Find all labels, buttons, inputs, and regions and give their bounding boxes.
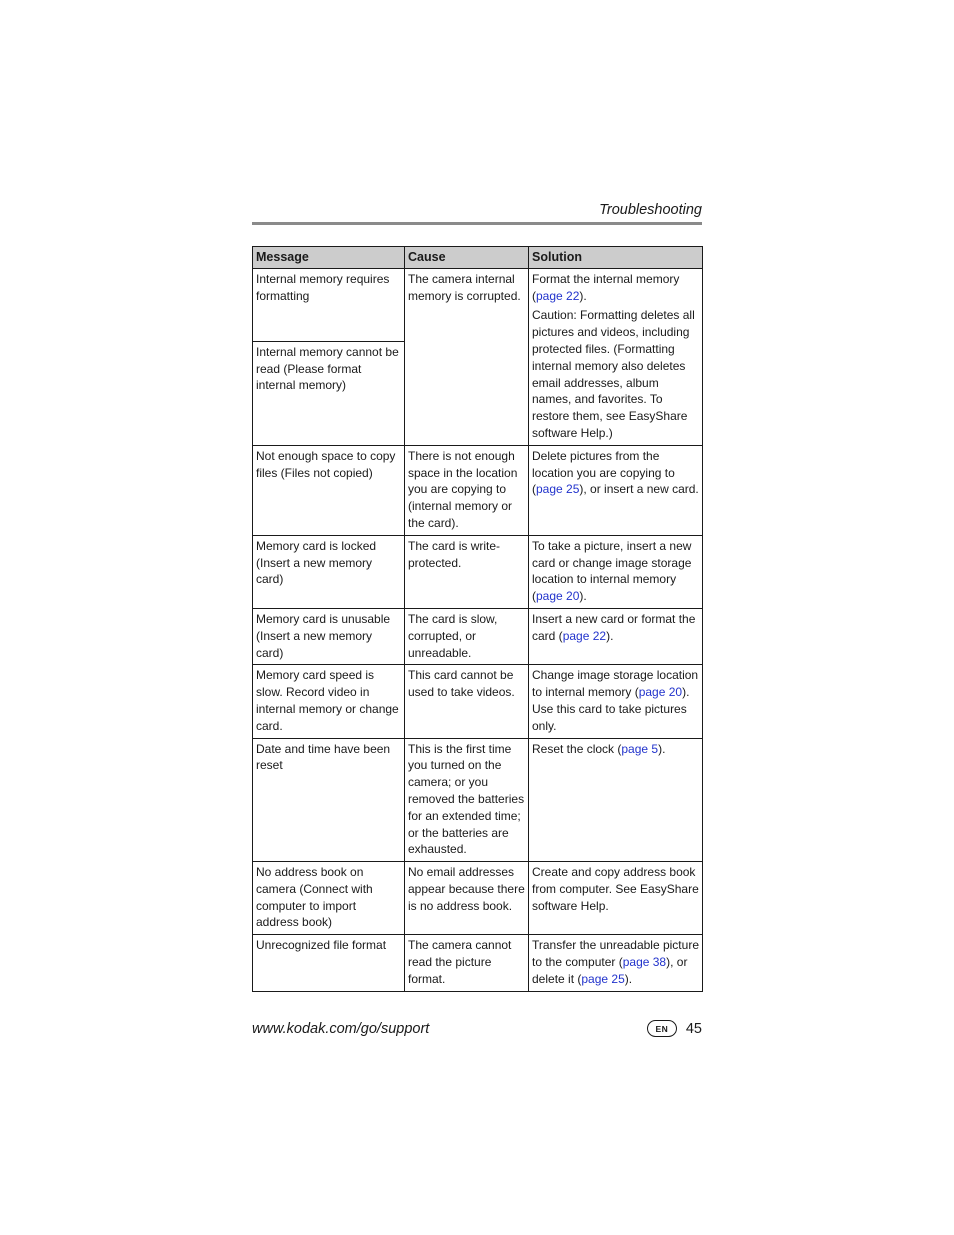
cause-cell: The camera internal memory is corrupted. [405, 268, 529, 445]
message-cell: Not enough space to copy files (Files not copied) [253, 445, 405, 535]
solution-cell [529, 445, 703, 535]
troubleshooting-table [252, 246, 703, 992]
table-row [253, 535, 703, 608]
solution-text [532, 667, 700, 734]
cause-cell: The camera cannot read the picture format. [405, 935, 529, 991]
solution-cell [529, 665, 703, 738]
page-reference-link[interactable]: page 20 [536, 589, 580, 604]
table-row [253, 935, 703, 991]
solution-text-segment: ). [579, 589, 587, 604]
solution-text-segment: ), or delete it ( [532, 955, 688, 986]
solution-text-segment: ). [579, 288, 587, 303]
cause-cell: This is the first time you turned on the camera; or you removed the batteries for an extended time; or the batteries are exhausted. [405, 738, 529, 862]
solution-text [532, 271, 700, 305]
table-row [253, 445, 703, 535]
solution-text-segment: Insert a new card or format the card ( [532, 611, 696, 643]
solution-text [532, 937, 700, 987]
message-cell: Date and time have been reset [253, 738, 405, 862]
solution-text-segment: ). [624, 971, 633, 986]
solution-text [532, 611, 700, 645]
section-title: Troubleshooting [599, 202, 702, 218]
footer-page-info [647, 1020, 702, 1037]
solution-text-segment: Delete pictures from the location you are copying to ( [532, 448, 675, 497]
page-reference-link[interactable]: page 20 [638, 685, 683, 700]
solution-cell [529, 738, 703, 862]
cause-cell: This card cannot be used to take videos. [405, 665, 529, 738]
table-row [253, 738, 703, 862]
solution-cell [529, 268, 703, 445]
table-row [253, 665, 703, 738]
support-url[interactable]: www.kodak.com/go/support [252, 1021, 430, 1037]
solution-text-segment: To take a picture, insert a new card or change image storage location to internal memory ( [532, 538, 692, 604]
table-row [253, 862, 703, 935]
column-header-message: Message [253, 247, 405, 269]
page-reference-link[interactable]: page 25 [581, 971, 625, 986]
solution-cell [529, 608, 703, 664]
solution-text [532, 864, 700, 914]
header-rule [252, 222, 702, 225]
cause-cell: The card is write-protected. [405, 535, 529, 608]
solution-text [532, 538, 700, 605]
solution-text-segment: Create and copy address book from computer. See EasyShare software Help. [532, 865, 699, 913]
solution-text-segment: Reset the clock ( [532, 741, 622, 756]
page-reference-link[interactable]: page 25 [536, 482, 580, 497]
solution-text-segment: Transfer the unreadable picture to the computer ( [532, 938, 699, 970]
solution-text-segment: ). [606, 628, 614, 643]
message-cell: Memory card speed is slow. Record video in internal memory or change card. [253, 665, 405, 738]
table-row [253, 608, 703, 664]
solution-text-segment: ). [658, 741, 666, 756]
language-badge: EN [647, 1020, 677, 1037]
message-cell: No address book on camera (Connect with computer to import address book) [253, 862, 405, 935]
message-cell: Internal memory requires formatting [253, 268, 405, 341]
caution-note: Caution: Formatting deletes all pictures and videos, including protected files. (Formatting internal memory also deletes email addresses, album names, and favorites. To restore them, see EasyShare software Help.) [532, 308, 695, 440]
solution-text-segment: Format the internal memory ( [532, 271, 680, 303]
message-cell: Memory card is locked (Insert a new memory card) [253, 535, 405, 608]
page-reference-link[interactable]: page 22 [562, 628, 607, 643]
solution-text-segment: Change image storage location to internal memory ( [532, 668, 699, 700]
column-header-cause: Cause [405, 247, 529, 269]
cause-cell: The card is slow, corrupted, or unreadable. [405, 608, 529, 664]
solution-cell [529, 535, 703, 608]
table-row [253, 268, 703, 341]
message-cell: Memory card is unusable (Insert a new memory card) [253, 608, 405, 664]
solution-cell [529, 935, 703, 991]
table-body [253, 268, 703, 991]
solution-text [532, 741, 700, 758]
message-cell: Unrecognized file format [253, 935, 405, 991]
page-reference-link[interactable]: page 22 [536, 288, 580, 303]
message-cell: Internal memory cannot be read (Please format internal memory) [253, 341, 405, 445]
table-header-row [253, 247, 703, 269]
cause-cell: No email addresses appear because there is no address book. [405, 862, 529, 935]
page-reference-link[interactable]: page 5 [621, 741, 659, 756]
solution-text-segment: ), or insert a new card. [579, 482, 699, 497]
column-header-solution: Solution [529, 247, 703, 269]
page-reference-link[interactable]: page 38 [622, 955, 667, 970]
page-number: 45 [685, 1020, 702, 1037]
cause-cell: There is not enough space in the location you are copying to (internal memory or the card). [405, 445, 529, 535]
solution-text [532, 448, 700, 498]
solution-text-segment: ). Use this card to take pictures only. [532, 685, 690, 733]
solution-cell [529, 862, 703, 935]
